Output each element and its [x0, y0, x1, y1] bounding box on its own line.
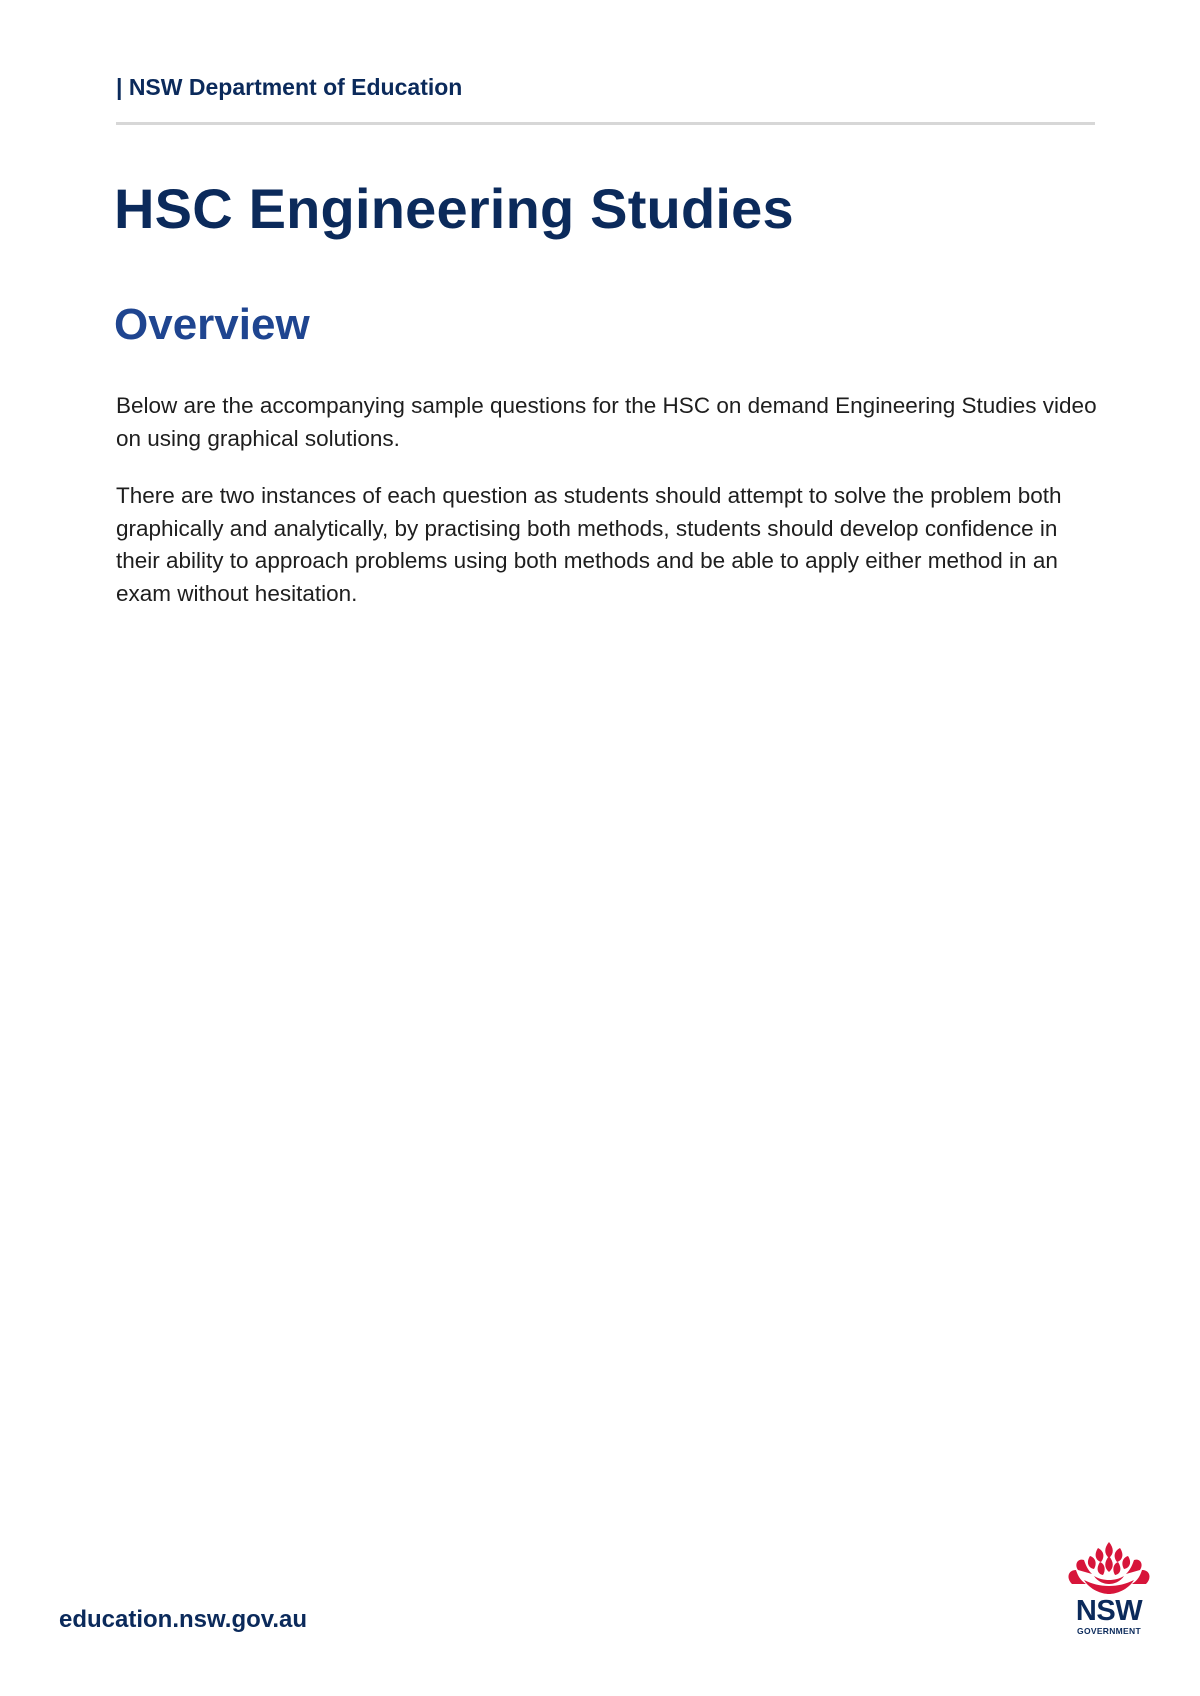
organisation-name: | NSW Department of Education — [116, 74, 463, 100]
section-heading-overview: Overview — [114, 300, 310, 349]
waratah-flower-icon — [1064, 1540, 1154, 1598]
document-title: HSC Engineering Studies — [114, 177, 794, 240]
page-header — [116, 72, 1096, 125]
overview-body — [116, 390, 1101, 635]
logo-wordmark: NSW — [1075, 1595, 1143, 1627]
paragraph-instructions: There are two instances of each question as students should attempt to solve the problem both graphically and analytically, by practising both methods, students should develop confidence in their ability to approach problems using both methods and be able to apply either method in an exam without hesitation. — [116, 483, 1062, 606]
footer-website-link[interactable]: education.nsw.gov.au — [59, 1606, 308, 1633]
logo-subtitle: GOVERNMENT — [1077, 1626, 1141, 1636]
paragraph-intro: Below are the accompanying sample questions for the HSC on demand Engineering Studies video on using graphical solutions. — [116, 393, 1097, 451]
nsw-government-logo — [1064, 1540, 1154, 1640]
header-divider — [116, 122, 1095, 125]
